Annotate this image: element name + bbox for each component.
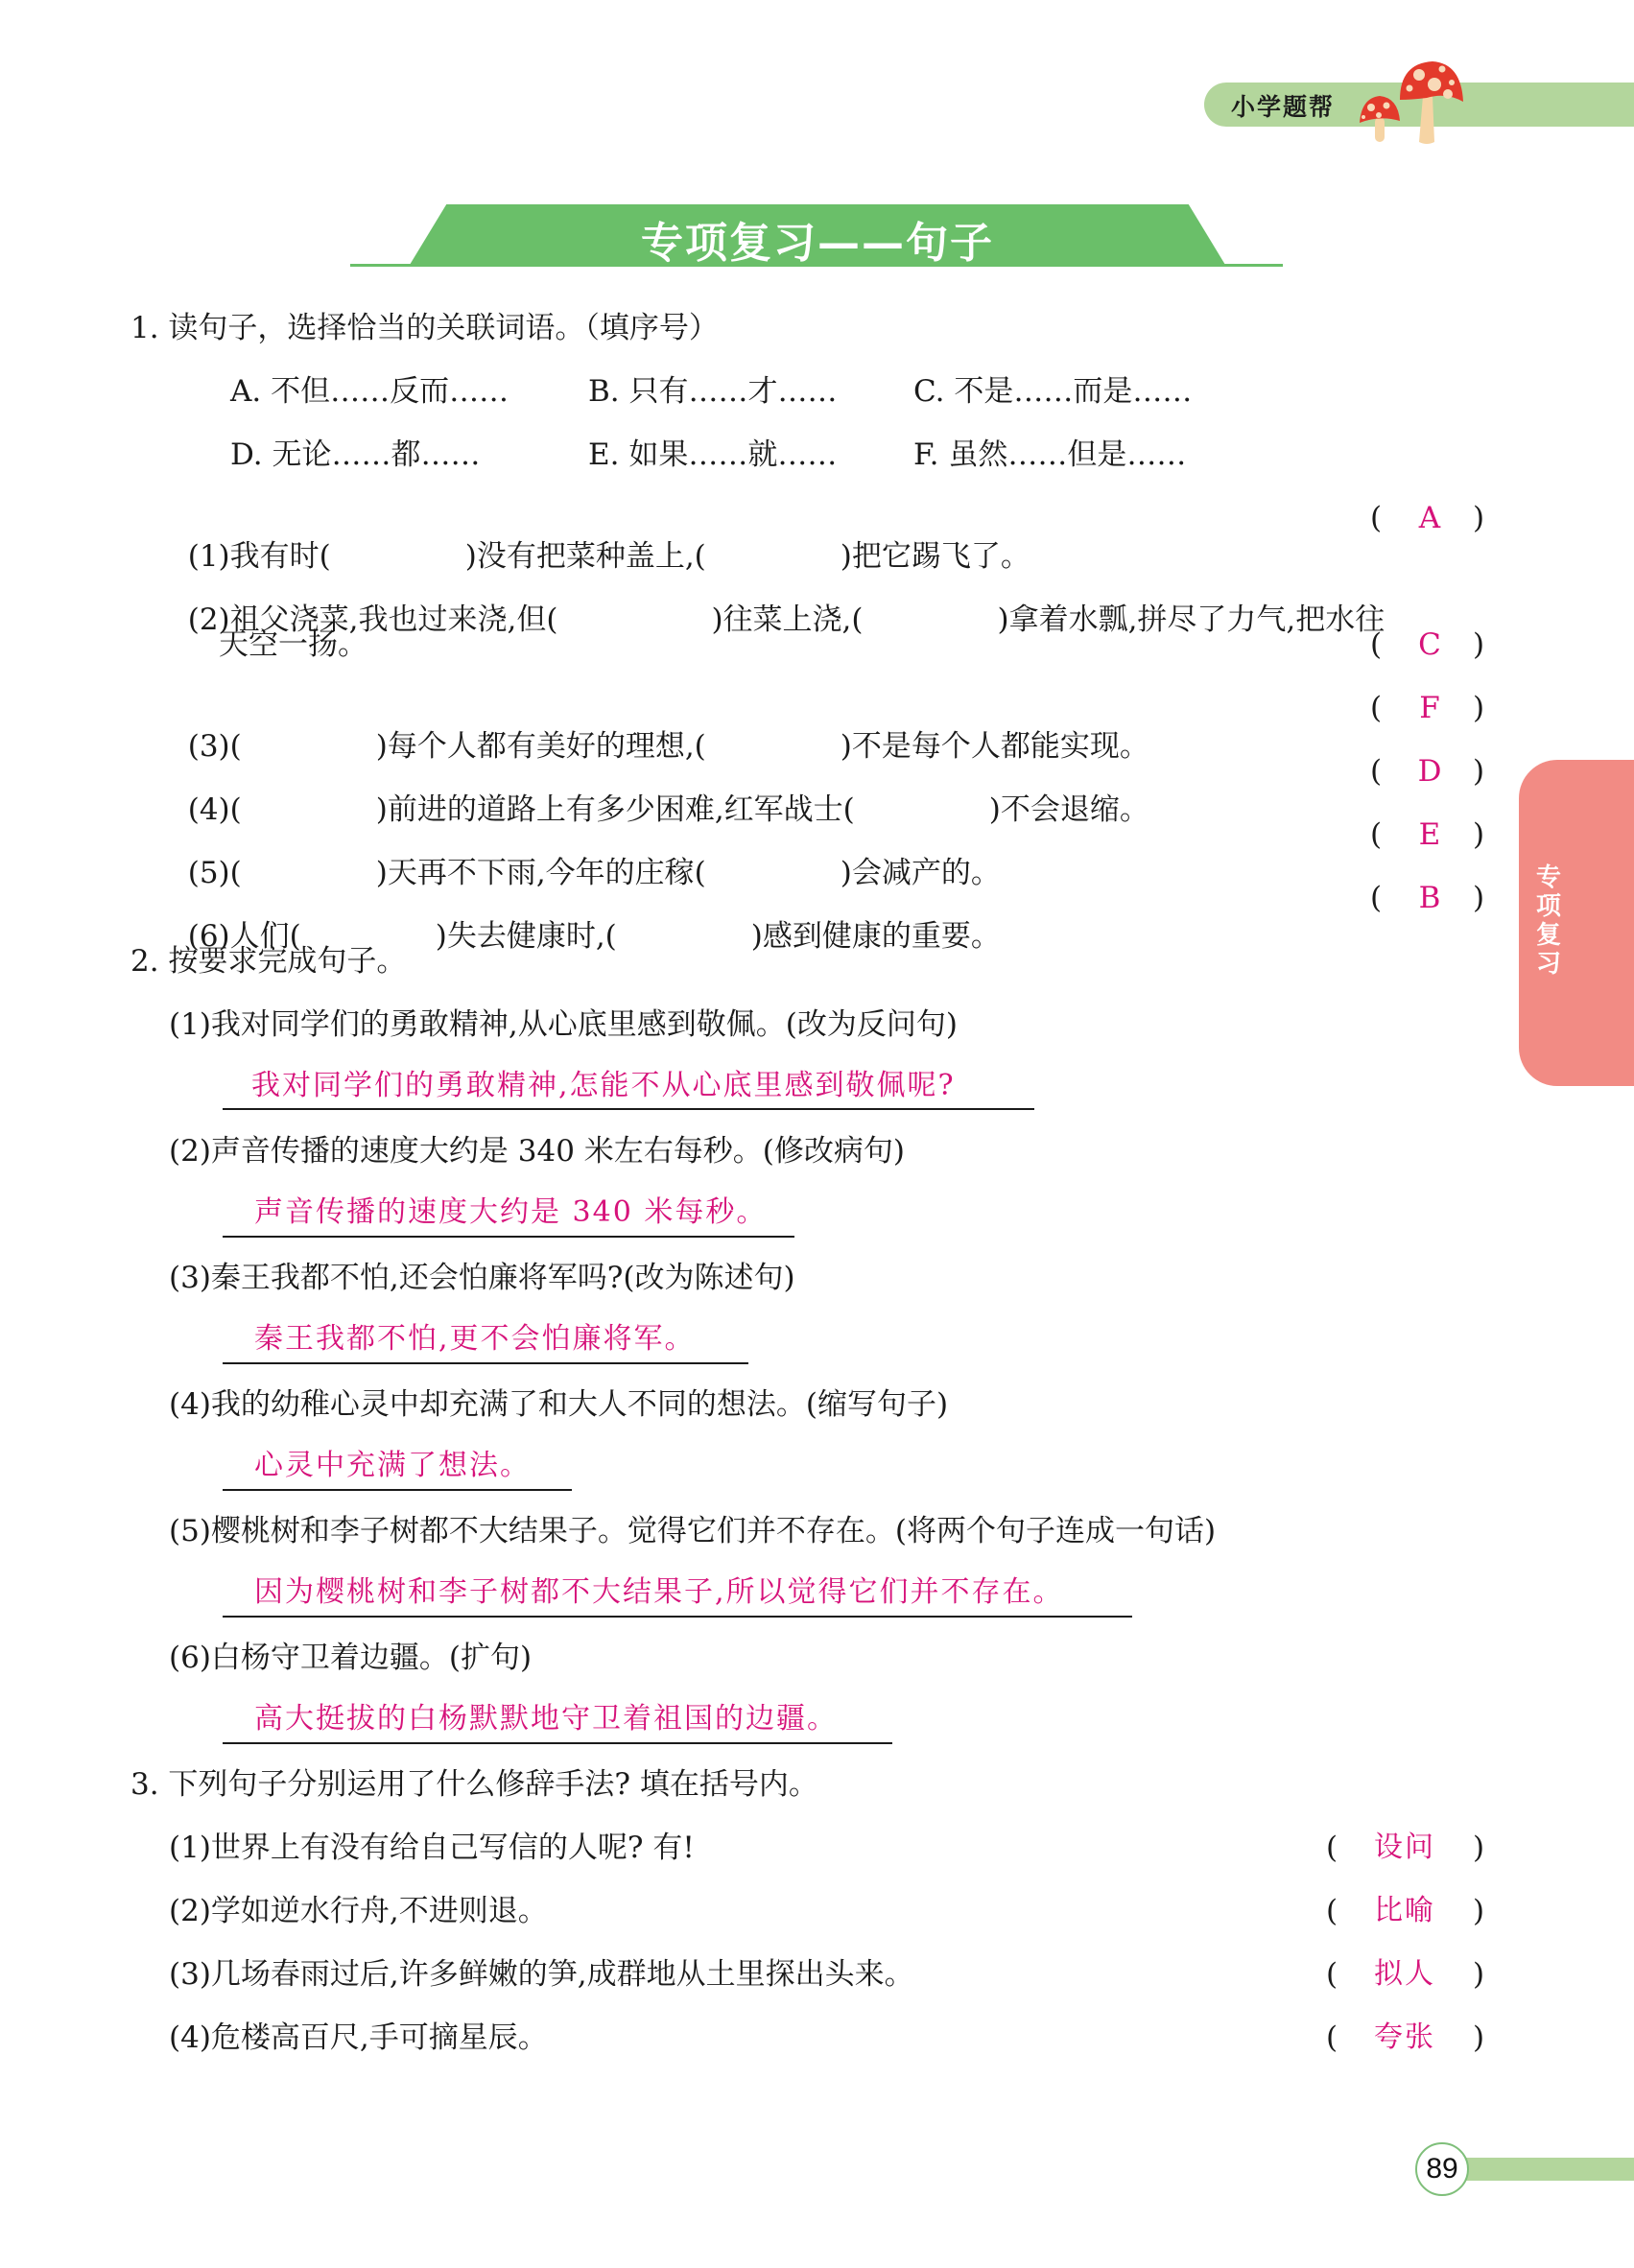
q1-item-5-text-a: (5)( <box>187 856 242 890</box>
footer-bar <box>1444 2158 1634 2181</box>
q2-item-3-prompt: (3)秦王我都不怕,还会怕廉将军吗?(改为陈述句) <box>169 1261 795 1295</box>
q1-item-2-answer[interactable]: C <box>1418 627 1441 662</box>
answer-bracket-close: ) <box>1473 1831 1485 1865</box>
section-side-tab-label: 专项复习 <box>1535 863 1561 979</box>
small-mushroom-icon <box>1358 92 1402 144</box>
q2-item-6-prompt: (6)白杨守卫着边疆。(扩句) <box>169 1641 533 1675</box>
q3-item-2-text: (2)学如逆水行舟,不进则退。 <box>169 1894 548 1928</box>
answer-bracket-open: ( <box>1370 691 1383 725</box>
q1-item-1-text-b: )没有把菜种盖上,( <box>464 539 706 574</box>
q1-item-4-answer[interactable]: D <box>1417 754 1442 789</box>
q3-item-4-text: (4)危楼高百尺,手可摘星辰。 <box>169 2020 548 2055</box>
answer-underline <box>223 1362 748 1364</box>
q3-item-1-text: (1)世界上有没有给自己写信的人呢? 有! <box>169 1831 695 1865</box>
option-b: B. 只有……才…… <box>588 374 838 409</box>
large-mushroom-icon <box>1398 59 1465 146</box>
q1-item-5-text-c: )会减产的。 <box>840 856 1001 890</box>
option-c: C. 不是……而是…… <box>913 374 1193 409</box>
brand-label: 小学题帮 <box>1231 93 1336 121</box>
answer-bracket-open: ( <box>1370 501 1383 535</box>
answer-bracket-open: ( <box>1370 627 1383 662</box>
q1-item-6-text-a: (6)人们( <box>187 919 301 954</box>
q3-item-2-answer[interactable]: 比喻 <box>1374 1894 1435 1927</box>
q1-item-3-text-c: )不是每个人都能实现。 <box>840 729 1149 764</box>
answer-bracket-close: ) <box>1473 1957 1485 1992</box>
q2-item-4-answer[interactable]: 心灵中充满了想法。 <box>254 1449 531 1482</box>
q2-item-2-prompt: (2)声音传播的速度大约是 340 米左右每秒。(修改病句) <box>169 1134 905 1169</box>
q2-item-5-answer[interactable]: 因为樱桃树和李子树都不大结果子,所以觉得它们并不存在。 <box>254 1575 1064 1609</box>
question-1-heading: 1. 读句子，选择恰当的关联词语。（填序号） <box>130 311 719 345</box>
q1-item-3-text-a: (3)( <box>187 729 242 764</box>
q1-item-1-answer[interactable]: A <box>1418 501 1441 535</box>
question-3-heading: 3. 下列句子分别运用了什么修辞手法? 填在括号内。 <box>130 1767 818 1802</box>
q1-item-2-continuation: 天空一扬。 <box>219 627 367 662</box>
answer-bracket-open: ( <box>1326 1894 1338 1928</box>
q3-item-4-answer[interactable]: 夸张 <box>1374 2020 1435 2054</box>
q3-item-3-answer[interactable]: 拟人 <box>1374 1957 1435 1991</box>
q1-item-6-text-b: )失去健康时,( <box>435 919 617 954</box>
answer-underline <box>223 1236 794 1238</box>
answer-bracket-open: ( <box>1326 1957 1338 1992</box>
q1-item-3-answer[interactable]: F <box>1419 691 1440 725</box>
answer-bracket-open: ( <box>1370 817 1383 852</box>
q2-item-2-answer[interactable]: 声音传播的速度大约是 340 米每秒。 <box>254 1195 768 1229</box>
answer-bracket-close: ) <box>1473 881 1485 915</box>
answer-bracket-close: ) <box>1473 1894 1485 1928</box>
q1-item-6-text-c: )感到健康的重要。 <box>750 919 1001 954</box>
answer-bracket-close: ) <box>1473 2020 1485 2055</box>
answer-bracket-open: ( <box>1370 754 1383 789</box>
q1-item-4-text-c: )不会退缩。 <box>988 792 1149 827</box>
q1-item-2-text-c: )拿着水瓢,拼尽了力气,把水往 <box>997 602 1385 637</box>
q3-item-1-answer[interactable]: 设问 <box>1374 1831 1435 1864</box>
page-number: 89 <box>1415 2142 1469 2196</box>
answer-underline <box>223 1108 1034 1110</box>
q1-item-5-answer[interactable]: E <box>1418 817 1441 852</box>
option-d: D. 无论……都…… <box>230 437 481 472</box>
q1-item-4-text-b: )前进的道路上有多少困难,红军战士( <box>375 792 855 827</box>
q2-item-1-answer[interactable]: 我对同学们的勇敢精神,怎能不从心底里感到敬佩呢? <box>251 1069 956 1102</box>
answer-bracket-close: ) <box>1473 691 1485 725</box>
answer-bracket-close: ) <box>1473 627 1485 662</box>
q1-item-6-answer[interactable]: B <box>1418 881 1441 915</box>
answer-bracket-close: ) <box>1473 754 1485 789</box>
q2-item-3-answer[interactable]: 秦王我都不怕,更不会怕廉将军。 <box>254 1322 696 1356</box>
q2-item-5-prompt: (5)樱桃树和李子树都不大结果子。觉得它们并不存在。(将两个句子连成一句话) <box>169 1514 1217 1548</box>
q2-item-1-prompt: (1)我对同学们的勇敢精神,从心底里感到敬佩。(改为反问句) <box>169 1007 958 1042</box>
q1-item-1-text-c: )把它踢飞了。 <box>840 539 1030 574</box>
option-f: F. 虽然……但是…… <box>913 437 1187 472</box>
answer-bracket-close: ) <box>1473 501 1485 535</box>
q1-item-1-text-a: (1)我有时( <box>187 539 331 574</box>
question-2-heading: 2. 按要求完成句子。 <box>130 944 407 979</box>
answer-underline <box>223 1616 1132 1618</box>
q1-item-5-text-b: )天再不下雨,今年的庄稼( <box>375 856 706 890</box>
option-a: A. 不但……反而…… <box>230 374 509 409</box>
q1-item-2-text-b: )往菜上浇,( <box>711 602 864 637</box>
answer-bracket-open: ( <box>1326 2020 1338 2055</box>
answer-underline <box>223 1742 892 1744</box>
page-title: 专项复习——句子 <box>641 219 994 268</box>
q1-item-4-text-a: (4)( <box>187 792 242 827</box>
q1-item-3-text-b: )每个人都有美好的理想,( <box>375 729 706 764</box>
answer-bracket-open: ( <box>1370 881 1383 915</box>
q3-item-3-text: (3)几场春雨过后,许多鲜嫩的笋,成群地从土里探出头来。 <box>169 1957 914 1992</box>
answer-bracket-open: ( <box>1326 1831 1338 1865</box>
q1-item-2-text-a: (2)祖父浇菜,我也过来浇,但( <box>187 602 558 637</box>
answer-underline <box>223 1489 572 1491</box>
answer-bracket-close: ) <box>1473 817 1485 852</box>
q2-item-6-answer[interactable]: 高大挺拔的白杨默默地守卫着祖国的边疆。 <box>254 1702 838 1736</box>
q2-item-4-prompt: (4)我的幼稚心灵中却充满了和大人不同的想法。(缩写句子) <box>169 1387 949 1422</box>
option-e: E. 如果……就…… <box>588 437 838 472</box>
